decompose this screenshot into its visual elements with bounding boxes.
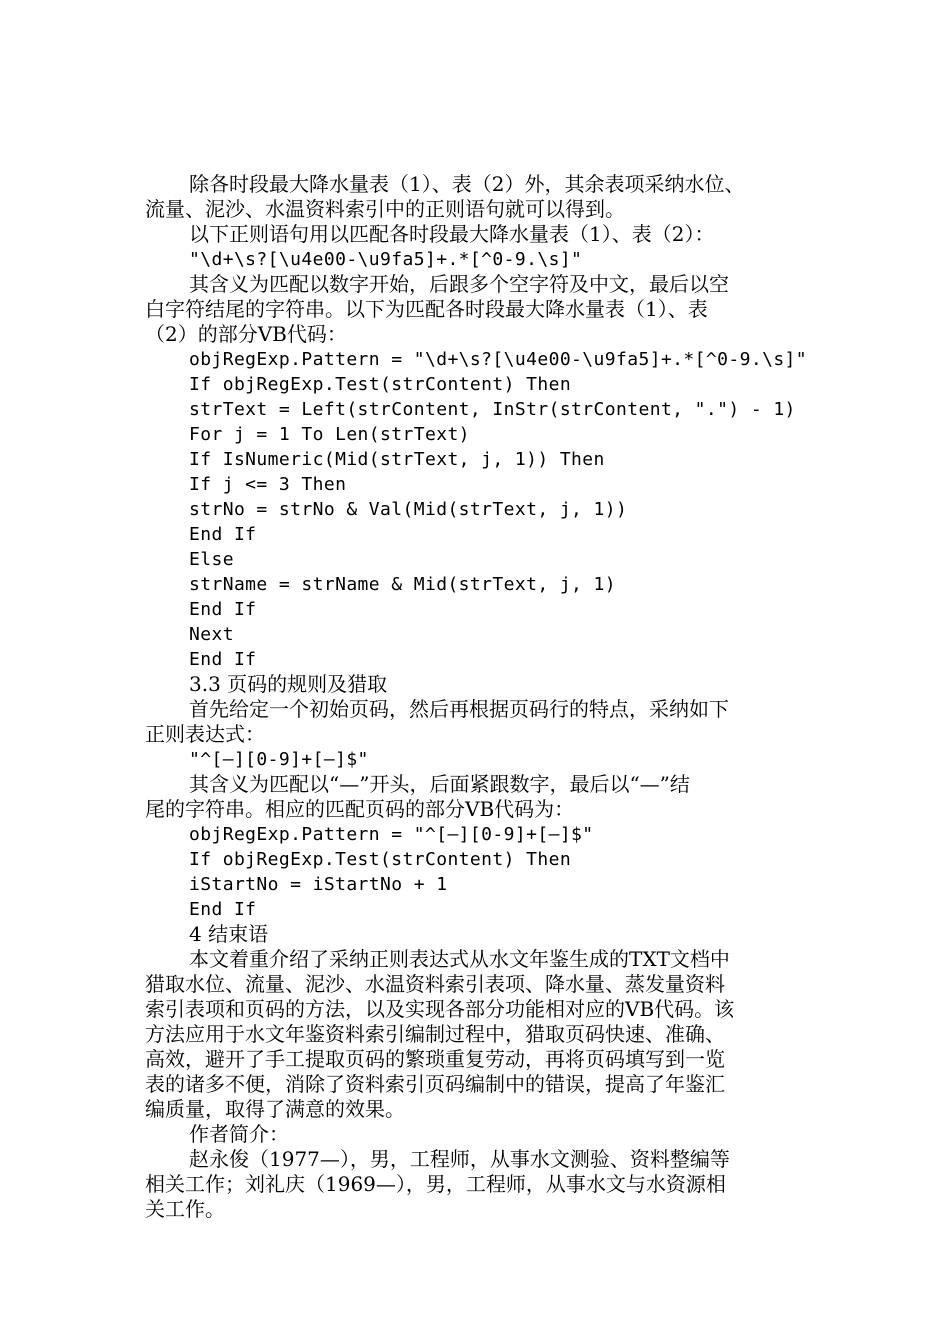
code-line: "^[—][0-9]+[—]$": [189, 749, 369, 770]
code-line: If objRegExp.Test(strContent) Then: [189, 849, 572, 870]
code-line: End If: [189, 649, 257, 670]
text-line: 相关工作；刘礼庆（1969—），男，工程师，从事水文与水资源相: [145, 1172, 726, 1196]
code-line: For j = 1 To Len(strText): [189, 424, 470, 445]
code-line: Next: [189, 624, 234, 645]
code-line: iStartNo = iStartNo + 1: [189, 874, 448, 895]
code-line: End If: [189, 524, 257, 545]
code-line: objRegExp.Pattern = "\d+\s?[\u4e00-\u9fa5]+.*[^0-9.\s]": [189, 349, 808, 370]
text-line: 其含义为匹配以“—”开头，后面紧跟数字，最后以“—”结: [189, 772, 690, 796]
text-line: 本文着重介绍了采纳正则表达式从水文年鉴生成的TXT文档中: [189, 947, 730, 971]
text-line: 其含义为匹配以数字开始，后跟多个空字符及中文，最后以空: [189, 272, 729, 296]
code-line: If j <= 3 Then: [189, 474, 347, 495]
text-line: 尾的字符串。相应的匹配页码的部分VB代码为：: [145, 797, 575, 821]
code-line: If IsNumeric(Mid(strText, j, 1)) Then: [189, 449, 605, 470]
text-line: （2）的部分VB代码：: [145, 322, 347, 346]
code-line: End If: [189, 599, 257, 620]
code-line: "\d+\s?[\u4e00-\u9fa5]+.*[^0-9.\s]": [189, 249, 583, 270]
text-line: 4 结束语: [189, 922, 269, 946]
document-page: [145, 172, 810, 1222]
text-line: 白字符结尾的字符串。以下为匹配各时段最大降水量表（1）、表: [145, 297, 708, 321]
text-line: 流量、泥沙、水温资料索引中的正则语句就可以得到。: [145, 197, 625, 221]
text-line: 作者简介：: [189, 1122, 289, 1146]
text-line: 首先给定一个初始页码，然后再根据页码行的特点，采纳如下: [189, 697, 729, 721]
text-line: 除各时段最大降水量表（1）、表（2）外，其余表项采纳水位、: [189, 172, 745, 196]
text-line: 编质量，取得了满意的效果。: [145, 1097, 405, 1121]
code-line: strName = strName & Mid(strText, j, 1): [189, 574, 617, 595]
text-line: 正则表达式：: [145, 722, 265, 746]
code-line: objRegExp.Pattern = "^[—][0-9]+[—]$": [189, 824, 594, 845]
text-line: 方法应用于水文年鉴资料索引编制过程中，猎取页码快速、准确、: [145, 1022, 725, 1046]
text-line: 猎取水位、流量、泥沙、水温资料索引表项、降水量、蒸发量资料: [145, 972, 725, 996]
code-line: strNo = strNo & Val(Mid(strText, j, 1)): [189, 499, 628, 520]
text-line: 3.3 页码的规则及猎取: [189, 672, 388, 696]
text-line: 表的诸多不便，消除了资料索引页码编制中的错误，提高了年鉴汇: [145, 1072, 725, 1096]
text-line: 赵永俊（1977—），男，工程师，从事水文测验、资料整编等: [189, 1147, 730, 1171]
text-line: 以下正则语句用以匹配各时段最大降水量表（1）、表（2）：: [189, 222, 715, 246]
code-line: Else: [189, 549, 234, 570]
text-line: 高效，避开了手工提取页码的繁琐重复劳动，再将页码填写到一览: [145, 1047, 725, 1071]
text-line: 索引表项和页码的方法，以及实现各部分功能相对应的VB代码。该: [145, 997, 735, 1021]
text-line: 关工作。: [145, 1197, 225, 1221]
code-line: strText = Left(strContent, InStr(strContent, ".") - 1): [189, 399, 796, 420]
code-line: If objRegExp.Test(strContent) Then: [189, 374, 572, 395]
code-line: End If: [189, 899, 257, 920]
